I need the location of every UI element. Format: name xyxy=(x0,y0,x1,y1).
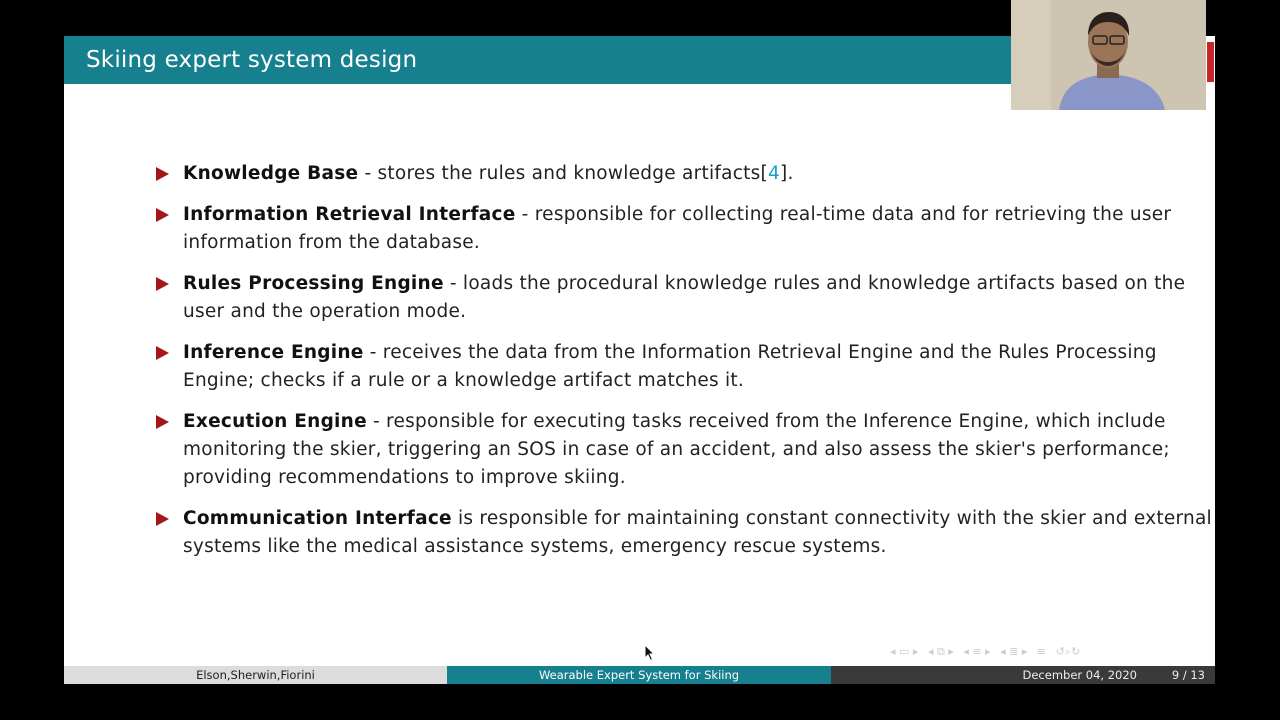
bullet-term: Knowledge Base xyxy=(183,163,359,184)
mouse-cursor-icon xyxy=(644,644,656,662)
bullet-item xyxy=(154,201,1214,257)
bullet-term: Inference Engine xyxy=(183,342,364,363)
bullet-text-end: ]. xyxy=(780,163,794,184)
bullet-text: - receives the data from the Information Retrieval Engine and the Rules Processing Engine; checks if a rule or a knowledge artifact matches it. xyxy=(183,342,1157,391)
footer-title: Wearable Expert System for Skiing xyxy=(447,666,831,684)
outline-nav-icon[interactable]: ≡ xyxy=(1036,645,1047,658)
bullet-term: Communication Interface xyxy=(183,508,452,529)
beamer-navigation-bar xyxy=(890,643,1210,661)
bullet-item xyxy=(154,160,1214,188)
bullet-term: Information Retrieval Interface xyxy=(183,204,516,225)
frame-nav-icon[interactable]: ◂ ▭ ▸ xyxy=(890,645,919,658)
bullet-text: - loads the procedural knowledge rules and knowledge artifacts based on the user and the operation mode. xyxy=(183,273,1186,322)
bullet-text: - stores the rules and knowledge artifacts[ xyxy=(358,163,768,184)
bullet-term: Execution Engine xyxy=(183,411,367,432)
appendix-nav-icon[interactable]: ◂ ≣ ▸ xyxy=(1000,645,1028,658)
citation-link[interactable]: 4 xyxy=(767,163,781,184)
bullet-text: - responsible for collecting real-time data and for retrieving the user information from the database. xyxy=(183,204,1172,253)
bullet-item xyxy=(154,339,1214,395)
slide-footer xyxy=(64,666,1215,684)
bullet-item xyxy=(154,505,1214,561)
bullet-text: - responsible for executing tasks received from the Inference Engine, which include monitoring the skier, triggering an SOS in case of an accident, and also assess the skier's performance; providing recommendations to improve skiing. xyxy=(183,411,1170,488)
triangle-bullet-icon xyxy=(156,277,169,291)
bullet-item xyxy=(154,408,1214,492)
triangle-bullet-icon xyxy=(156,167,169,181)
subsection-nav-icon[interactable]: ◂ ⧉ ▸ xyxy=(927,645,954,658)
footer-authors: Elson,Sherwin,Fiorini xyxy=(64,666,447,684)
footer-right xyxy=(831,666,1215,684)
presenter-silhouette xyxy=(1011,0,1206,110)
triangle-bullet-icon xyxy=(156,512,169,526)
bullet-item xyxy=(154,270,1214,326)
bullet-term: Rules Processing Engine xyxy=(183,273,444,294)
section-nav-icon[interactable]: ◂ ≡ ▸ xyxy=(963,645,991,658)
bullet-list xyxy=(154,160,1214,574)
search-icon[interactable]: ↺⌕↻ xyxy=(1055,645,1081,658)
triangle-bullet-icon xyxy=(156,208,169,222)
triangle-bullet-icon xyxy=(156,346,169,360)
logo-fragment xyxy=(1207,42,1214,82)
footer-date: December 04, 2020 xyxy=(1022,668,1137,682)
presentation-slide xyxy=(64,36,1215,684)
triangle-bullet-icon xyxy=(156,415,169,429)
slide-title: Skiing expert system design xyxy=(86,47,418,73)
page-number: 9 / 13 xyxy=(1171,668,1205,682)
bullet-text: is responsible for maintaining constant connectivity with the skier and external systems like the medical assistance systems, emergency rescue systems. xyxy=(183,508,1212,557)
webcam-video-overlay xyxy=(1011,0,1206,110)
